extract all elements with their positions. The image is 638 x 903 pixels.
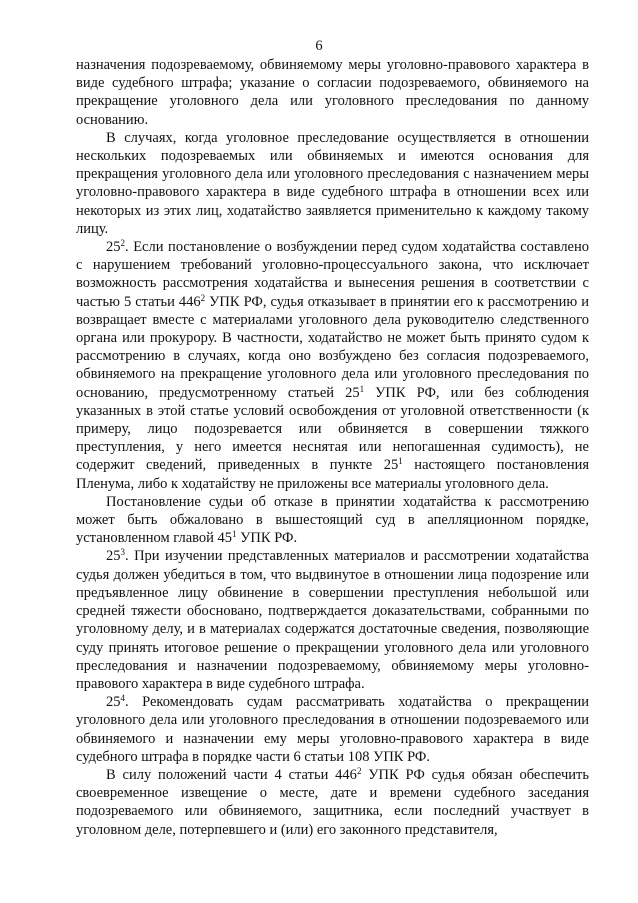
paragraph: [76, 693, 589, 766]
text-run: В случаях, когда уголовное преследование осуществляется в отношении нескольких подозреваемых или обвиняемых и имеются основания для прекращения уголовного дела или уголовного преследования с назначением меры уголовно-правового характера в виде судебного штрафа в отношении всех или некоторых из этих лиц, ходатайство заявляется применительно к каждому такому лицу.: [76, 129, 589, 237]
superscript: 1: [398, 456, 403, 467]
paragraph: [76, 493, 589, 548]
text-run: Постановление судьи об отказе в принятии ходатайства к рассмотрению может быть обжаловано в вышестоящий суд в апелляционном порядке, установленном главой 45: [76, 493, 589, 547]
text-run: 25: [106, 239, 121, 256]
text-run: В силу положений части 4 статьи 446: [106, 766, 357, 783]
paragraph: [76, 56, 589, 129]
text-run: . Рекомендовать судам рассматривать ходатайства о прекращении уголовного дела или уголовного преследования в отношении подозреваемого или обвиняемого и назначении ему меры уголовно-правового характера в виде судебного штрафа в порядке части 6 статьи 108 УПК РФ.: [76, 694, 589, 765]
paragraph: [76, 547, 589, 693]
text-run: УПК РФ, судья отказывает в принятии его к рассмотрению и возвращает вместе с материалами уголовного дела руководителю следственного органа или прокурору. В частности, ходатайство не может быть принято судом к рассмотрению в случаях, когда оно возбуждено без согласия подозреваемого, обвиняемого на прекращение уголовного дела или уголовного преследования по основанию, предусмотренному статьей 25: [76, 293, 590, 401]
text-run: назначения подозреваемому, обвиняемому меры уголовно-правового характера в виде судебного штрафа; указание о согласии подозреваемого, обвиняемого на прекращение уголовного дела или уголовного преследования по данному основанию.: [76, 57, 589, 128]
page-number: 6: [315, 38, 323, 54]
text-run: УПК РФ судья обязан обеспечить своевременное извещение о месте, дате и времени судебного заседания подозреваемого или обвиняемого, защитника, если последний участвует в уголовном деле, потерпевшего и (или) его законного представителя,: [76, 766, 589, 838]
superscript: 3: [120, 547, 125, 558]
document-body: [76, 56, 589, 839]
text-run: настоящего постановления Пленума, либо к ходатайству не приложены все материалы уголовного дела.: [76, 457, 590, 492]
text-run: . Если постановление о возбуждении перед судом ходатайства составлено с нарушением требований уголовно-процессуального закона, что исключает возможность рассмотрения ходатайства и вынесения решения в соответствии с частью 5 статьи 446: [76, 239, 589, 310]
superscript: 2: [356, 765, 362, 776]
text-run: УПК РФ, или без соблюдения указанных в этой статье условий освобождения от уголовной ответственности (к примеру, лицо подозревается или обвиняется в совершении тяжкого преступления, у него имеется неснятая или непогашенная судимость), не содержит сведений, приведенных в пункте 25: [76, 384, 589, 474]
paragraph: [76, 238, 589, 493]
paragraph: [76, 129, 589, 238]
superscript: 2: [120, 238, 125, 249]
text-run: 25: [106, 548, 121, 565]
superscript: 1: [232, 529, 237, 540]
superscript: 4: [120, 693, 125, 704]
superscript: 2: [200, 292, 206, 303]
text-run: УПК РФ.: [236, 530, 298, 547]
text-run: 25: [106, 694, 121, 711]
paragraph: [76, 766, 589, 839]
superscript: 1: [359, 383, 365, 394]
text-run: . При изучении представленных материалов и рассмотрении ходатайства судья должен убедиться в том, что выдвинутое в отношении лица подозрение или предъявленное лицу обвинение в совершении преступления небольшой или средней тяжести обосновано, подтверждается доказательствами, собранными по уголовному делу, и в материалах содержатся достаточные сведения, позволяющие суду принять итоговое решение о прекращении уголовного дела или уголовного преследования и назначении подозреваемому, обвиняемому меры уголовно-правового характера в виде судебного штрафа.: [76, 548, 589, 692]
